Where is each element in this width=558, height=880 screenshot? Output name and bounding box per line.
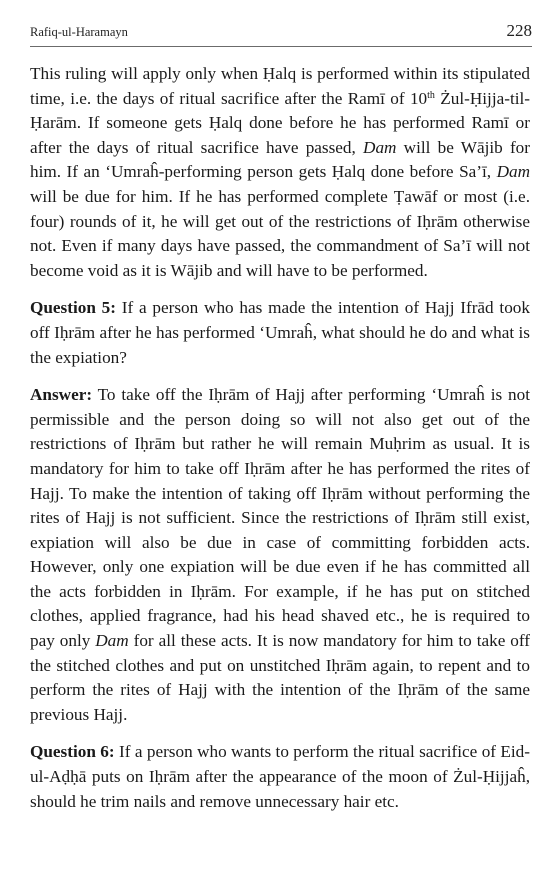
- question-5-label: Question 5:: [30, 298, 116, 318]
- dam-term: Dam: [363, 137, 397, 157]
- ordinal-superscript: th: [427, 89, 435, 101]
- para1-text-4: will be due for him. If he has performed complete Ṭawāf or most (i.e. four) rounds of it, he will get out of the restrictions of Iḥrām otherwise not. Even if many days have passed, the commandment of Sa’ī will not become void as it is Wājib and will have to be performed.: [30, 186, 530, 280]
- answer-5-text-2: for all these acts. It is now mandatory for him to take off the stitched clothes and put on unstitched Iḥrām again, to repent and to perform the rites of Hajj with the intention of the Iḥrām of the same previous Hajj.: [30, 631, 530, 724]
- question-6-label: Question 6:: [30, 742, 115, 762]
- page-header: [30, 16, 532, 47]
- para1-text-2: Żul-Ḥijja-til-Ḥarām. If someone gets Ḥalq done before he has performed Ramī or after the days of ritual sacrifice have passed,: [30, 88, 530, 157]
- paragraph-halq-ruling: [30, 62, 530, 283]
- dam-term: Dam: [496, 162, 530, 182]
- running-title: Rafiq-ul-Haramayn: [30, 25, 128, 39]
- dam-term: Dam: [95, 631, 129, 651]
- body-text: [30, 62, 530, 827]
- question-6: [30, 740, 530, 814]
- answer-5-label: Answer:: [30, 385, 93, 405]
- para1-text-1: This ruling will apply only when Ḥalq is performed within its stipulated time, i.e. the days of ritual sacrifice after the Ramī of 10: [30, 64, 530, 108]
- answer-5-text-1: To take off the Iḥrām of Hajj after performing ‘Umraĥ is not permissible and the person doing so will not also get out of the restrictions of Iḥrām but rather he will remain Muḥrim as usual. It is mandatory for him to take off Iḥrām after he has performed the rites of Hajj. To make the intention of taking off Iḥrām without performing the rites of Hajj is not sufficient. Since the restrictions of Iḥrām still exist, expiation will also be due in case of committing forbidden acts. However, only one expiation will be due even if he has committed all the acts forbidden in Iḥrām. For example, if he has put on stitched clothes, applied fragrance, had his head shaved etc., he is required to pay only: [30, 385, 530, 651]
- para1-text-3: will be Wājib for him. If an ‘Umraĥ-performing person gets Ḥalq done before Sa’ī,: [30, 137, 531, 182]
- question-6-text: If a person who wants to perform the ritual sacrifice of Eid-ul-Aḍḥā puts on Iḥrām after the appearance of the moon of Żul-Ḥijjaĥ, should he trim nails and remove unnecessary hair etc.: [30, 742, 530, 811]
- question-5-text: If a person who has made the intention of Hajj Ifrād took off Iḥrām after he has performed ‘Umraĥ, what should he do and what is the expiation?: [30, 298, 530, 367]
- page-number: 228: [506, 21, 532, 40]
- answer-5: [30, 383, 530, 727]
- question-5: [30, 296, 530, 370]
